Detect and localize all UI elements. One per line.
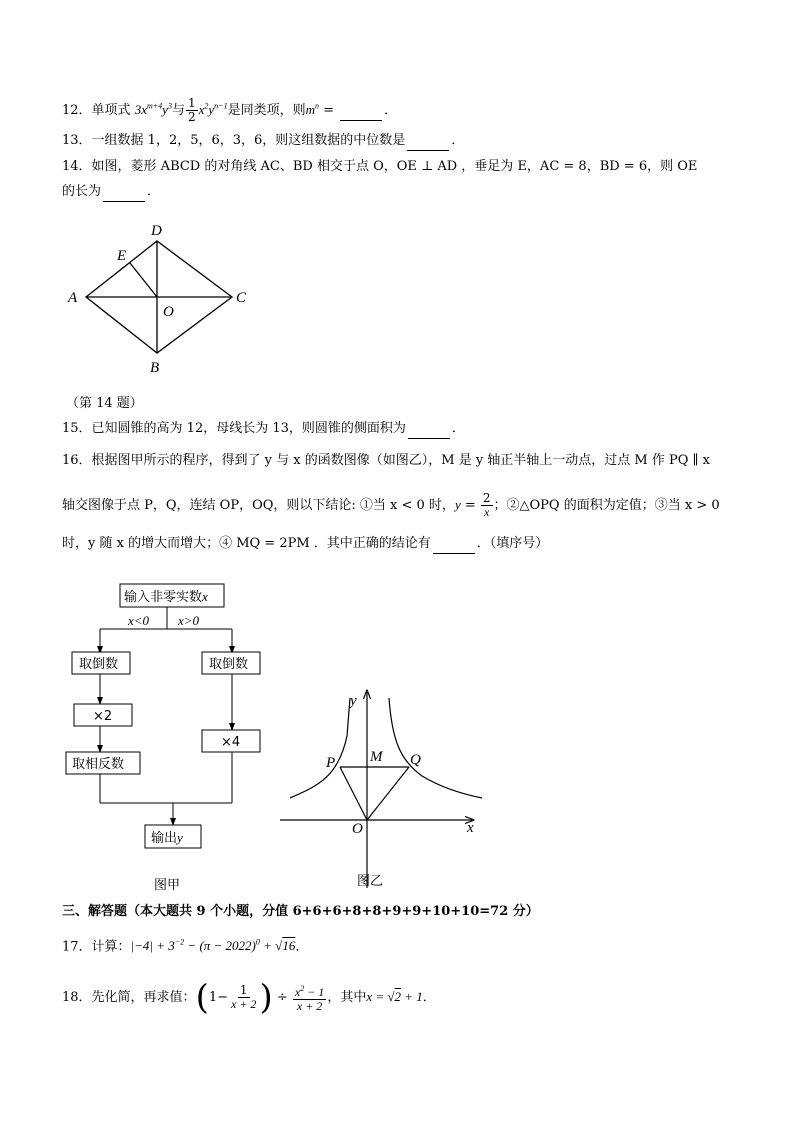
- q12-term2: $x^2y^{n-1}$: [198, 101, 228, 117]
- q15-end: ．: [451, 421, 465, 436]
- q17-number: 17．: [62, 939, 92, 955]
- graph-o-label: O: [352, 821, 363, 837]
- segment-op: [340, 767, 367, 820]
- q16-text3a: 时，y 随 x 的增大而增大；④ MQ = 2PM ．其中正确的结论有: [62, 536, 431, 551]
- fc-left-reciprocal: 取倒数: [79, 657, 119, 672]
- q18-number: 18．: [62, 990, 92, 1005]
- label-d: D: [151, 223, 162, 239]
- svg-text:输出y: [151, 830, 183, 846]
- fc-output-label: 输出: [151, 831, 178, 846]
- q16-text3b: ．（填序号）: [476, 536, 549, 551]
- q12-answer-blank[interactable]: [340, 102, 382, 121]
- question-15: [62, 420, 465, 439]
- graph-y-label: y: [350, 693, 357, 709]
- fc-branch-left: x<0: [128, 613, 150, 628]
- q12-connector: 与: [171, 103, 185, 118]
- q18-end: ．: [422, 990, 436, 1005]
- graph-p-label: P: [326, 755, 336, 771]
- label-o: O: [163, 304, 174, 320]
- q17-end: ．: [295, 939, 309, 955]
- question-16-line3: [62, 535, 548, 554]
- svg-text:输入非零实数x: [124, 589, 208, 605]
- label-a: A: [68, 290, 78, 306]
- segment-oe: [130, 263, 157, 297]
- q14-text: 如图，菱形 ABCD 的对角线 AC、BD 相交于点 O，OE ⊥ AD ，垂足为 E，AC = 8，BD = 6，则 OE: [91, 159, 698, 174]
- flowchart-figure: [60, 580, 280, 895]
- fc-right-reciprocal: 取倒数: [209, 657, 249, 672]
- q12-suffix: 是同类项，则: [227, 103, 306, 118]
- q16-text2a: 轴交图像于点 P，Q，连结 OP，OQ，则以下结论: ①当 x < 0 时，: [62, 498, 455, 513]
- graph-x-label: x: [467, 820, 474, 836]
- question-13: [62, 132, 464, 151]
- fc-caption: 图甲: [154, 878, 181, 893]
- q18-mid: ，其中: [327, 990, 367, 1005]
- curve-left: [290, 698, 350, 798]
- fc-times4: ×4: [221, 735, 241, 750]
- label-c: C: [236, 290, 247, 306]
- q18-value: x = √2 + 1: [366, 989, 423, 1004]
- q13-end: ．: [451, 133, 465, 148]
- question-16-line2: 轴交图像于点 P，Q，连结 OP，OQ，则以下结论: ①当 x < 0 时，y = $\frac{2}{x}$ ；②△OPQ 的面积为定值；③当 x > 0: [62, 491, 720, 519]
- label-e: E: [117, 248, 127, 264]
- graph-figure: [272, 680, 492, 895]
- graph-q-label: Q: [410, 752, 421, 768]
- fc-input-var: x: [202, 589, 208, 604]
- fc-input-label: 输入非零实数: [124, 590, 203, 605]
- q12-expression: $m^n$: [305, 101, 319, 117]
- q16-text2b: ；②△OPQ 的面积为定值；③当 x > 0: [493, 498, 720, 513]
- rhombus-figure: [60, 215, 260, 380]
- curve-right: [389, 698, 482, 798]
- question-16-line1: [62, 452, 710, 470]
- q14-end: ．: [147, 184, 161, 199]
- q15-number: 15．: [62, 421, 92, 436]
- q12-end: ．: [384, 103, 398, 118]
- label-b: B: [150, 360, 160, 376]
- q16-number: 16．: [62, 453, 92, 468]
- q12-prefix: 单项式: [91, 103, 131, 118]
- q15-answer-blank[interactable]: [408, 420, 450, 439]
- fc-negate: 取相反数: [72, 757, 125, 772]
- q12-term1: $3x^{m+4}y^3$: [134, 101, 172, 117]
- graph-m-label: M: [370, 749, 383, 765]
- fc-output-var: y: [177, 830, 183, 845]
- question-17: [62, 934, 308, 956]
- graph-caption: 图乙: [357, 874, 384, 889]
- q13-number: 13．: [62, 133, 92, 148]
- segment-oq: [367, 767, 409, 820]
- q12-fraction: $\frac{1}{2}$: [187, 96, 196, 124]
- q14-number: 14．: [62, 159, 92, 174]
- q14-answer-blank[interactable]: [103, 183, 145, 202]
- question-12: 12．单项式 $3x^{m+4}y^3$与 $\frac{1}{2}$ $x^2y^{n-1}$是同类项，则$m^n$ = ．: [62, 96, 398, 124]
- q17-expression: $|-4| + 3^{-2} - (\pi - 2022)^0 + √16$: [130, 938, 296, 954]
- q14-caption: （第 14 题）: [66, 396, 143, 411]
- question-18: [62, 977, 436, 1018]
- q16-fraction: $\frac{2}{x}$: [482, 491, 491, 519]
- q17-text: 计算：: [91, 939, 131, 955]
- q16-y-eq: y: [454, 497, 461, 512]
- fc-times2: ×2: [93, 709, 113, 724]
- q18-expression: (1− $\frac{1}{x + 2}$ ) ÷ $\frac{x^2 - 1}{x + 2}$: [195, 977, 325, 1018]
- section-3-title: 三、解答题（本大题共 9 个小题，分值 6+6+6+8+8+9+9+10+10=72 分）: [62, 904, 539, 919]
- q13-answer-blank[interactable]: [407, 132, 449, 151]
- fc-branch-right: x>0: [178, 613, 200, 628]
- question-14-line2: [62, 183, 160, 202]
- q18-text: 先化简，再求值：: [91, 990, 196, 1005]
- q15-text: 已知圆锥的高为 12，母线长为 13，则圆锥的侧面积为: [91, 421, 406, 436]
- q13-text: 一组数据 1，2，5，6，3，6，则这组数据的中位数是: [91, 133, 406, 148]
- q16-answer-blank[interactable]: [433, 535, 475, 554]
- q12-number: 12．: [62, 103, 92, 118]
- question-14-line1: [62, 158, 697, 176]
- q14-text2: 的长为: [62, 184, 102, 199]
- q16-text1: 根据图甲所示的程序，得到了 y 与 x 的函数图像（如图乙），M 是 y 轴正半轴上一动点，过点 M 作 PQ ∥ x: [91, 453, 711, 468]
